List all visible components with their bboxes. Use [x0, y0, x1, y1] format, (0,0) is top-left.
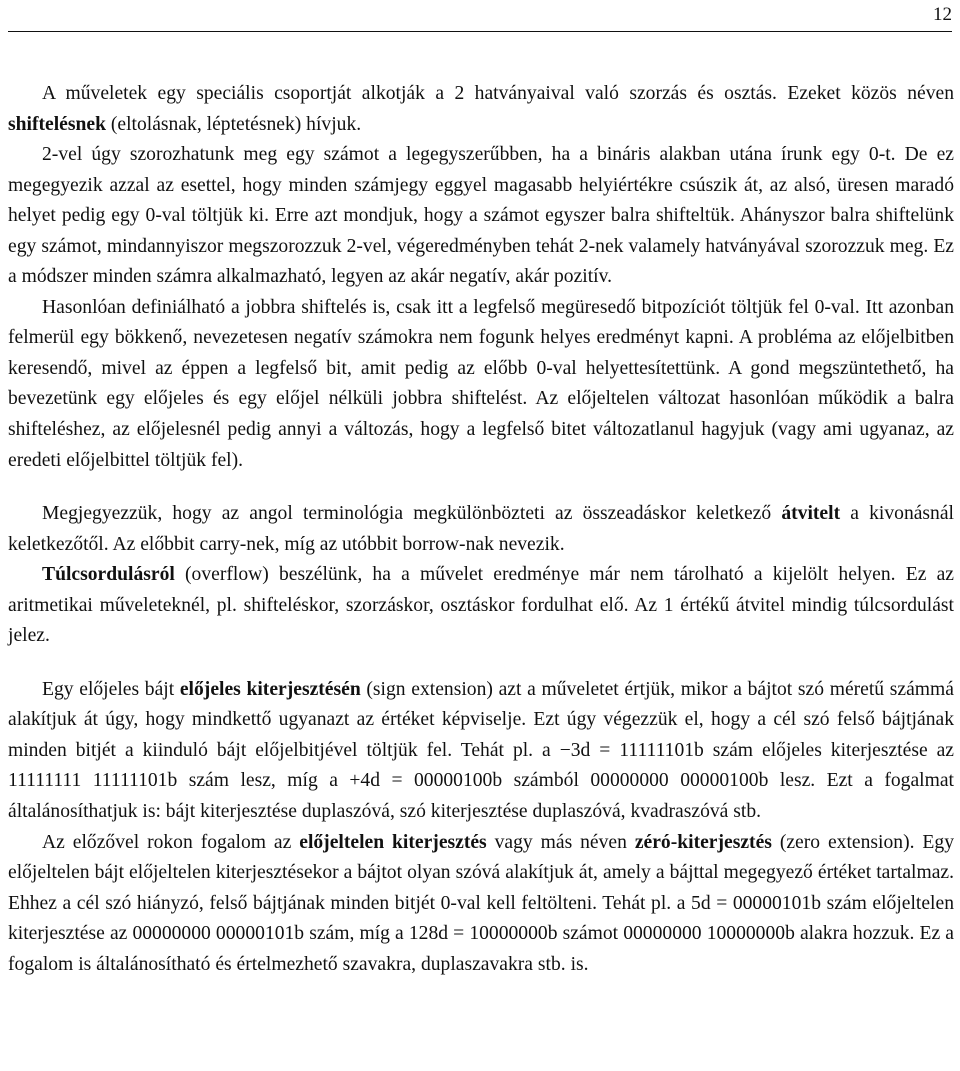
paragraph-text: (eltolásnak, léptetésnek) hívjuk.: [105, 113, 362, 135]
paragraph-text: 2-vel úgy szorozhatunk meg egy számot a legegyszerűbben, ha a bináris alakban utána írunk egy 0-t. De ez megegyezik azzal az esettel, hogy minden számjegy eggyel magasabb helyiértékre csúszik át, az alsó, üresen maradó helyet pedig egy 0-val töltjük ki. Erre azt mondjuk, hogy a számot egyszer balra shifteltük. Ahányszor balra shiftelünk egy számot, mindannyiszor megszorozzuk 2-vel, végeredményben tehát 2-nek valamely hatványával szorozzuk meg. Ez a módszer minden számra alkalmazható, legyen az akár negatív, akár pozitív.: [8, 144, 954, 288]
paragraph-carry: [8, 499, 954, 560]
paragraph-shifting-intro: [8, 79, 954, 140]
paragraph-text: vagy más néven: [486, 831, 635, 853]
paragraph-right-shift: [8, 293, 954, 476]
paragraph-text: A műveletek egy speciális csoportját alkotják a 2 hatványaival való szorzás és osztás. Ezeket közös néven: [42, 83, 954, 104]
paragraph-text: (overflow) beszélünk, ha a művelet eredménye már nem tárolható a kijelölt helyen. Ez az aritmetikai műveleteknél, pl. shifteléskor, szorzáskor, osztáskor fordulhat elő. Az 1 értékű átvitel mindig túlcsordulást jelez.: [8, 564, 954, 647]
term-shifting: shiftelésnek: [8, 113, 106, 135]
term-sign-extension: előjeles kiterjesztésén: [179, 678, 361, 700]
term-zero-extension: zéró-kiterjesztés: [634, 831, 772, 853]
paragraph-text: (zero extension). Egy előjeltelen bájt előjeltelen kiterjesztésekor a bájtot olyan szóvá alakítjuk át, amely a bájttal megegyező értéket tartalmaz. Ehhez a cél szó hiányzó, felső bájtjának minden bitjét 0-val kell feltölteni. Tehát pl. a 5d = 00000101b szám előjeltelen kiterjesztése az 00000000 00000101b szám, míg a 128d = 10000000b számot 00000000 10000000b alakra hozzuk. Ez a fogalom is általánosítható és értelmezhető szavakra, duplaszavakra stb. is.: [8, 831, 954, 975]
paragraph-text: Megjegyezzük, hogy az angol terminológia megkülönbözteti az összeadáskor keletkező: [42, 503, 782, 525]
paragraph-left-shift: [8, 140, 954, 293]
body-text: [8, 79, 954, 980]
page-number: 12: [933, 4, 952, 25]
paragraph-sign-extension: [8, 675, 954, 828]
paragraph-text: a kivonásnál keletkezőtől. Az előbbit carry-nek, míg az utóbbit borrow-nak nevezik.: [8, 503, 954, 555]
paragraph-text: Hasonlóan definiálható a jobbra shiftelés is, csak itt a legfelső megüresedő bitpozíciót töltjük fel 0-val. Itt azonban felmerül egy bökkenő, nevezetesen negatív számokra nem fogunk helyes eredményt kapni. A probléma az előjelbitben keresendő, mivel az éppen a legfelső bit, amit pedig az előbb 0-val helyettesítettünk. A gond megszüntethető, ha bevezetünk egy előjeles és egy előjel nélküli jobbra shiftelést. Az előjeltelen változat hasonlóan működik a balra shifteléshez, az előjelesnél pedig annyi a változás, hogy a legfelső bitet változatlanul hagyjuk (vagy ami ugyanaz, az eredeti előjelbittel töltjük fel).: [8, 296, 954, 471]
paragraph-overflow: [8, 560, 954, 652]
term-carry: átvitelt: [781, 503, 841, 525]
term-overflow: Túlcsordulásról: [42, 564, 175, 586]
term-unsigned-extension: előjeltelen kiterjesztés: [299, 831, 487, 853]
paragraph-text: Az előzővel rokon fogalom az: [42, 831, 300, 853]
paragraph-text: (sign extension) azt a műveletet értjük, mikor a bájtot szó méretű számmá alakítjuk át úgy, hogy mindkettő ugyanazt az értéket képviselje. Ezt úgy végezzük el, hogy a cél szó felső bájtjának minden bitjét a kiinduló bájt előjelbitjével töltjük fel. Tehát pl. a −3d = 11111101b szám előjeles kiterjesztése az 11111111 11111101b szám lesz, míg a +4d = 00000100b számból 00000000 00000100b lesz. Ezt a fogalmat általánosíthatjuk is: bájt kiterjesztése duplaszóvá, szó kiterjesztése duplaszóvá, kvadraszóvá stb.: [8, 678, 954, 823]
paragraph-text: Egy előjeles bájt: [42, 678, 180, 700]
paragraph-zero-extension: [8, 828, 954, 981]
page-header: [8, 0, 952, 32]
